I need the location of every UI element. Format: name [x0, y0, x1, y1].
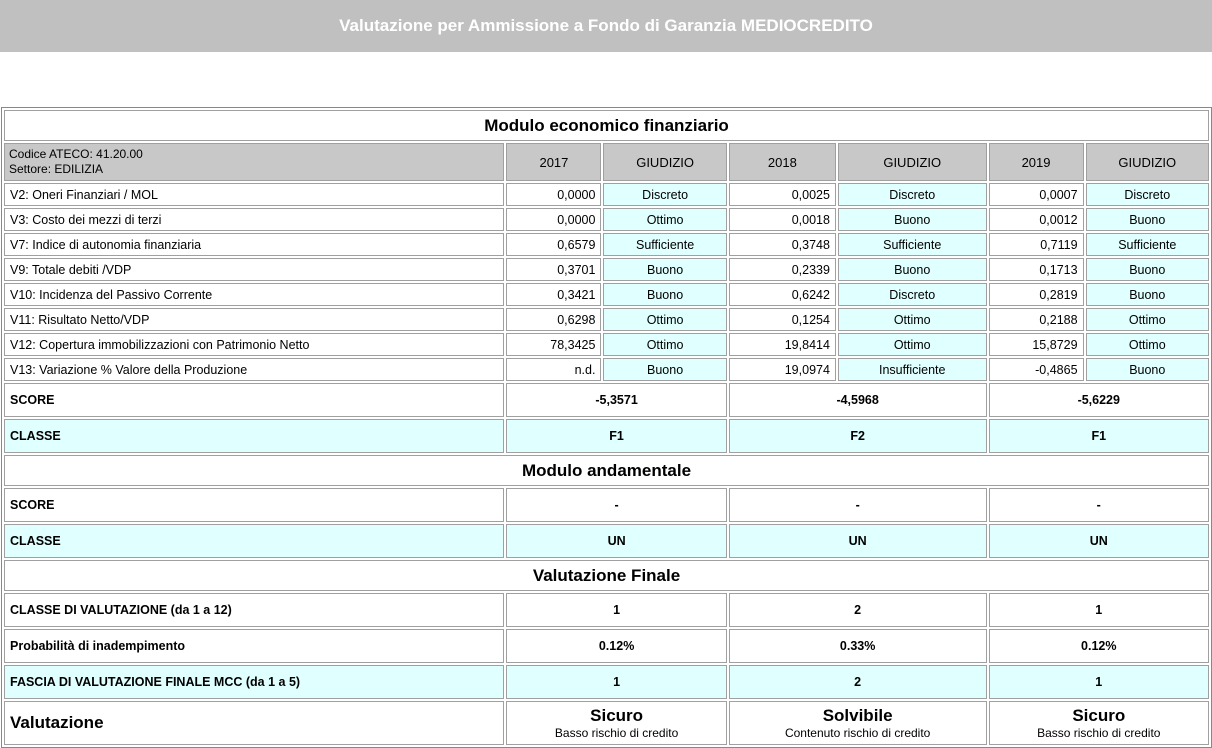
indicator-row — [4, 358, 1209, 381]
section-title: Modulo andamentale — [4, 455, 1209, 486]
score-value: - — [506, 488, 726, 522]
giudizio-value: Ottimo — [603, 333, 726, 356]
valutazione-cell — [989, 701, 1209, 745]
probabilita-value: 0.12% — [506, 629, 726, 663]
giudizio-value: Ottimo — [1086, 333, 1209, 356]
score-row — [4, 383, 1209, 417]
year-header: 2018 — [729, 143, 836, 181]
indicator-label: V2: Oneri Finanziari / MOL — [4, 183, 504, 206]
giudizio-value: Sufficiente — [1086, 233, 1209, 256]
giudizio-value: Buono — [838, 258, 987, 281]
indicator-value: 19,0974 — [729, 358, 836, 381]
giudizio-header: GIUDIZIO — [838, 143, 987, 181]
giudizio-value: Buono — [603, 358, 726, 381]
indicator-value: 0,6298 — [506, 308, 601, 331]
classe-valutazione-row — [4, 593, 1209, 627]
and-score-row — [4, 488, 1209, 522]
indicator-value: 0,2819 — [989, 283, 1084, 306]
valutazione-table — [1, 107, 1212, 748]
classe-value: F2 — [729, 419, 987, 453]
valutazione-title: Sicuro — [590, 706, 644, 725]
score-label: SCORE — [4, 488, 504, 522]
score-value: -4,5968 — [729, 383, 987, 417]
score-value: - — [729, 488, 987, 522]
giudizio-value: Sufficiente — [838, 233, 987, 256]
probabilita-value: 0.33% — [729, 629, 987, 663]
fascia-value: 1 — [506, 665, 726, 699]
giudizio-value: Buono — [1086, 283, 1209, 306]
indicator-label: V7: Indice di autonomia finanziaria — [4, 233, 504, 256]
indicator-value: 0,0018 — [729, 208, 836, 231]
indicator-value: 0,6579 — [506, 233, 601, 256]
indicator-value: 0,0000 — [506, 183, 601, 206]
section-modulo-ef — [4, 110, 1209, 141]
indicator-label: V10: Incidenza del Passivo Corrente — [4, 283, 504, 306]
fascia-value: 2 — [729, 665, 987, 699]
giudizio-value: Discreto — [1086, 183, 1209, 206]
indicator-value: 0,3748 — [729, 233, 836, 256]
indicator-value: 0,3701 — [506, 258, 601, 281]
classe-row — [4, 419, 1209, 453]
indicator-value: 0,2339 — [729, 258, 836, 281]
classe-label: CLASSE — [4, 524, 504, 558]
title-bar — [0, 0, 1212, 52]
valutazione-title: Solvibile — [822, 706, 893, 725]
page-title: Valutazione per Ammissione a Fondo di Garanzia MEDIOCREDITO — [339, 16, 873, 35]
settore: Settore: EDILIZIA — [9, 162, 104, 176]
classe-label: CLASSE — [4, 419, 504, 453]
score-value: -5,6229 — [989, 383, 1209, 417]
giudizio-header: GIUDIZIO — [603, 143, 726, 181]
classe-value: F1 — [989, 419, 1209, 453]
classe-valutazione-value: 1 — [989, 593, 1209, 627]
giudizio-value: Buono — [1086, 208, 1209, 231]
giudizio-value: Discreto — [838, 183, 987, 206]
giudizio-value: Ottimo — [1086, 308, 1209, 331]
indicator-label: V12: Copertura immobilizzazioni con Patrimonio Netto — [4, 333, 504, 356]
giudizio-value: Buono — [603, 258, 726, 281]
indicator-label: V9: Totale debiti /VDP — [4, 258, 504, 281]
indicator-value: 0,6242 — [729, 283, 836, 306]
score-value: -5,3571 — [506, 383, 726, 417]
fascia-value: 1 — [989, 665, 1209, 699]
classe-value: F1 — [506, 419, 726, 453]
giudizio-value: Buono — [1086, 258, 1209, 281]
indicator-value: 0,1713 — [989, 258, 1084, 281]
classe-valutazione-value: 2 — [729, 593, 987, 627]
and-classe-row — [4, 524, 1209, 558]
probabilita-value: 0.12% — [989, 629, 1209, 663]
indicator-value: 0,0000 — [506, 208, 601, 231]
valutazione-title: Sicuro — [1072, 706, 1126, 725]
indicator-value: 78,3425 — [506, 333, 601, 356]
indicator-row — [4, 258, 1209, 281]
probabilita-row — [4, 629, 1209, 663]
codice-ateco: Codice ATECO: 41.20.00 — [9, 147, 143, 161]
valutazione-desc: Basso rischio di credito — [1037, 726, 1161, 740]
indicator-label: V3: Costo dei mezzi di terzi — [4, 208, 504, 231]
section-valutazione-finale — [4, 560, 1209, 591]
indicator-value: 0,0012 — [989, 208, 1084, 231]
year-header: 2017 — [506, 143, 601, 181]
giudizio-header: GIUDIZIO — [1086, 143, 1209, 181]
indicator-value: 0,1254 — [729, 308, 836, 331]
indicator-value: 0,7119 — [989, 233, 1084, 256]
indicator-label: V13: Variazione % Valore della Produzione — [4, 358, 504, 381]
giudizio-value: Buono — [1086, 358, 1209, 381]
indicator-value: 0,2188 — [989, 308, 1084, 331]
classe-valutazione-label: CLASSE DI VALUTAZIONE (da 1 a 12) — [4, 593, 504, 627]
classe-valutazione-value: 1 — [506, 593, 726, 627]
ateco-cell — [4, 143, 504, 181]
fascia-row — [4, 665, 1209, 699]
indicator-row — [4, 233, 1209, 256]
header-row — [4, 143, 1209, 181]
score-label: SCORE — [4, 383, 504, 417]
giudizio-value: Insufficiente — [838, 358, 987, 381]
valutazione-cell — [506, 701, 726, 745]
indicator-value: 0,3421 — [506, 283, 601, 306]
giudizio-value: Discreto — [603, 183, 726, 206]
year-header: 2019 — [989, 143, 1084, 181]
indicator-value: -0,4865 — [989, 358, 1084, 381]
section-title: Modulo economico finanziario — [4, 110, 1209, 141]
classe-value: UN — [989, 524, 1209, 558]
giudizio-value: Sufficiente — [603, 233, 726, 256]
classe-value: UN — [729, 524, 987, 558]
giudizio-value: Ottimo — [603, 308, 726, 331]
giudizio-value: Ottimo — [838, 308, 987, 331]
indicator-row — [4, 183, 1209, 206]
giudizio-value: Ottimo — [838, 333, 987, 356]
giudizio-value: Discreto — [838, 283, 987, 306]
indicator-row — [4, 333, 1209, 356]
valutazione-desc: Contenuto rischio di credito — [784, 726, 931, 740]
section-modulo-andamentale — [4, 455, 1209, 486]
classe-value: UN — [506, 524, 726, 558]
fascia-label: FASCIA DI VALUTAZIONE FINALE MCC (da 1 a 5) — [4, 665, 504, 699]
indicator-row — [4, 208, 1209, 231]
indicator-value: 0,0025 — [729, 183, 836, 206]
valutazione-row — [4, 701, 1209, 745]
section-title: Valutazione Finale — [4, 560, 1209, 591]
giudizio-value: Buono — [603, 283, 726, 306]
indicator-label: V11: Risultato Netto/VDP — [4, 308, 504, 331]
giudizio-value: Ottimo — [603, 208, 726, 231]
indicator-row — [4, 308, 1209, 331]
indicator-value: 0,0007 — [989, 183, 1084, 206]
valutazione-cell — [729, 701, 987, 745]
giudizio-value: Buono — [838, 208, 987, 231]
valutazione-label: Valutazione — [4, 701, 504, 745]
indicator-value: 15,8729 — [989, 333, 1084, 356]
indicator-value: n.d. — [506, 358, 601, 381]
score-value: - — [989, 488, 1209, 522]
indicator-value: 19,8414 — [729, 333, 836, 356]
probabilita-label: Probabilità di inadempimento — [4, 629, 504, 663]
valutazione-desc: Basso rischio di credito — [554, 726, 679, 740]
indicator-row — [4, 283, 1209, 306]
